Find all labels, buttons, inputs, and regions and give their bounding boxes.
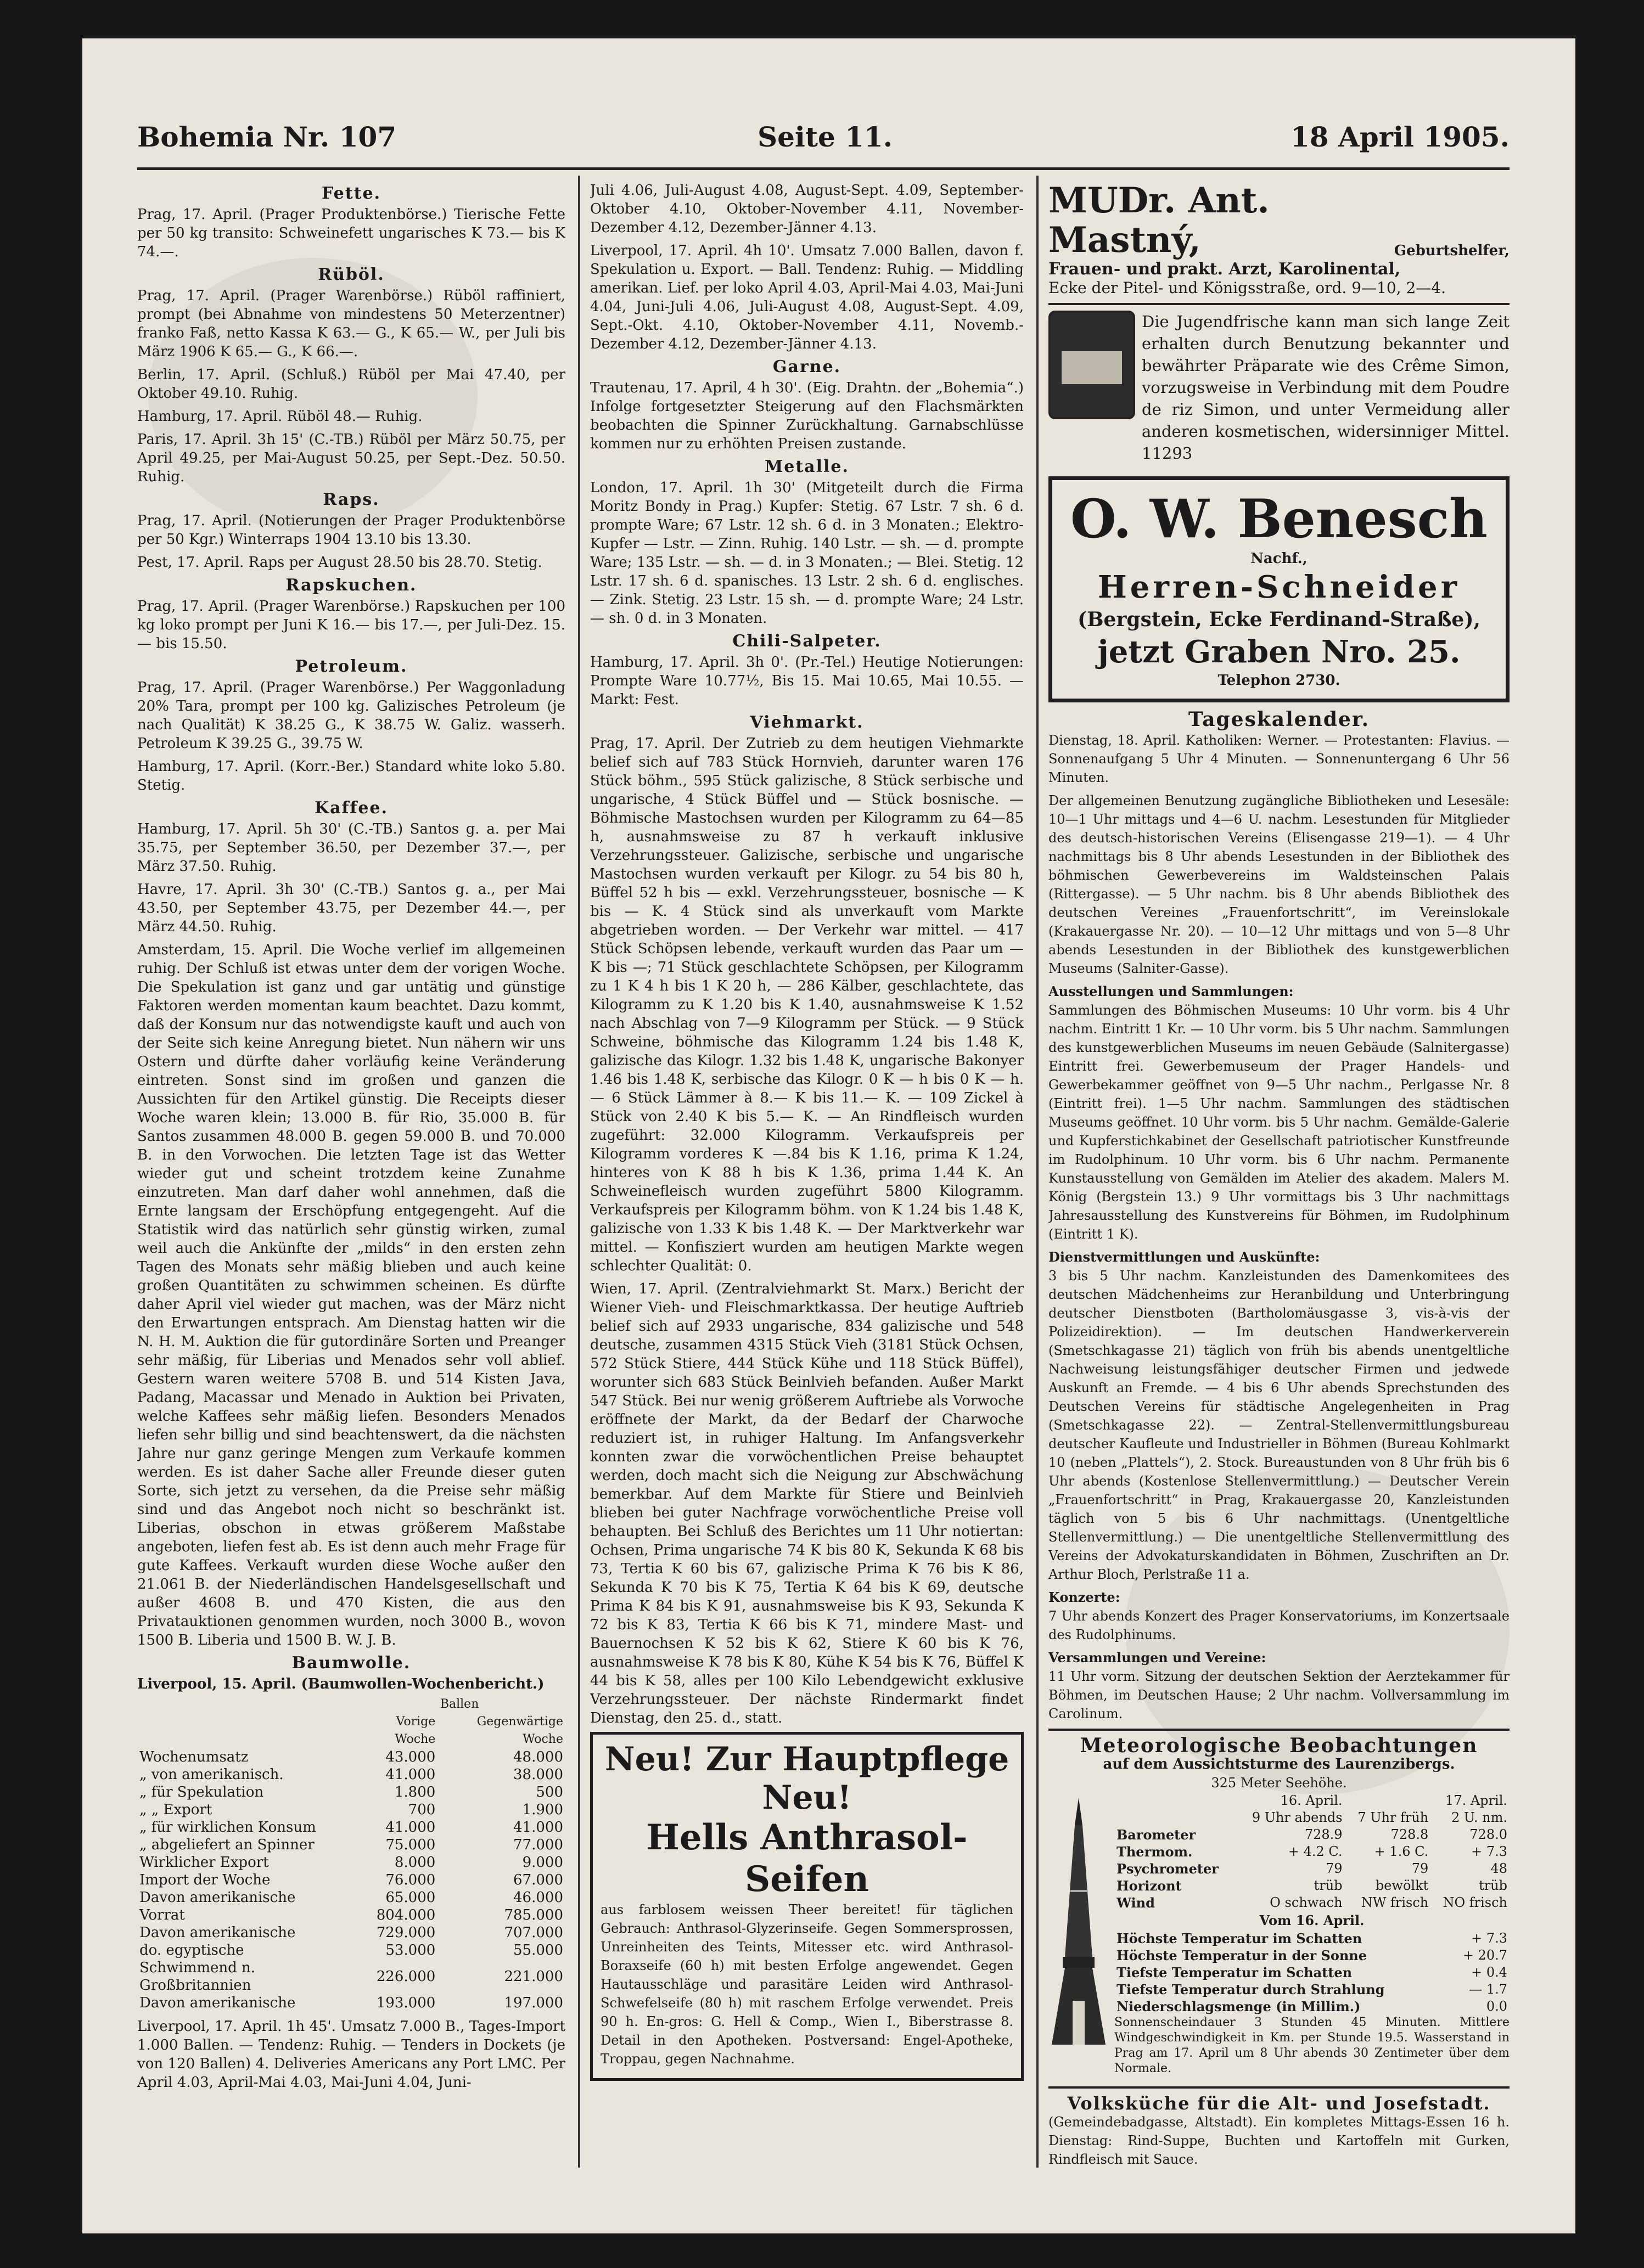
table-cell-label: Davon amerikanische	[139, 1995, 296, 2011]
table-row	[137, 1783, 565, 1801]
table-cell-value: 804.000	[376, 1907, 436, 1923]
table-cell-value: 197.000	[504, 1995, 563, 2011]
calendar-subheading: Ausstellungen und Sammlungen:	[1048, 983, 1294, 999]
calendar-entry: 3 bis 5 Uhr nachm. Kanzleistunden des Damenkomitees des deutschen Mädchenheims zur Heranbildung und Unterbringung deutscher Dienstboten (Bartholomäusgasse 3, vis-à-vis der Polizeidirektion). — Im deutschen Handwerkerverein (Smetschkagasse 21) täglich von früh bis abends unentgeltliche Nachweisung leistungsfähiger deutscher Firmen und jedwede Auskunft an Fremde. — 4 bis 6 Uhr abends Sprechstunden des Deutschen Vereins für städtische Angelegenheiten in Prag (Smetschkagasse 22). — Zentral-Stellenvermittlungsbureau deutscher Kaufleute und Industrieller in Böhmen (Bureau Kohlmarkt 10 (neben „Plattels“), 2. Stock. Bureaustunden von 8 Uhr früh bis 6 Uhr abends (Kostenlose Stellenvermittlung.) — Deutscher Verein „Frauenfortschritt“ in Prag, Krakauergasse 20, Kanzleistunden täglich von 5 bis 6 Uhr nachmittags. (Unentgeltliche Stellenvermittlung.) — Die unentgeltliche Stellenvermittlung des Vereins der Advokaturskandidaten in Böhmen, Zuschriften an Dr. Arthur Bloch, Perlstraße 11 a.	[1048, 1268, 1510, 1582]
table-row	[137, 1889, 565, 1906]
weather-value: 728.8	[1390, 1827, 1429, 1842]
column-rule-2	[1036, 176, 1039, 2168]
weather-value: 79	[1325, 1861, 1343, 1876]
table-row	[137, 1801, 565, 1819]
table-cell-value: 48.000	[513, 1749, 563, 1765]
section-heading: Rüböl.	[318, 265, 385, 284]
weather-value: NW frisch	[1361, 1895, 1429, 1910]
weather-value: O schwach	[1270, 1895, 1343, 1910]
column-markets-2	[590, 181, 1024, 2168]
table-cell-value: 41.000	[513, 1819, 563, 1836]
temperature-row	[1114, 1998, 1510, 2015]
table-row	[137, 1748, 565, 1766]
weather-date: 17. April.	[1445, 1793, 1507, 1808]
temperature-row	[1114, 1964, 1510, 1981]
calendar-subheading: Dienstvermittlungen und Auskünfte:	[1048, 1249, 1320, 1265]
table-row	[137, 1924, 565, 1941]
market-report: Amsterdam, 15. April. Die Woche verlief im allgemeinen ruhig. Der Schluß ist etwas unter dem der vorigen Woche. Die Spekulation ist ganz und gar untätig und günstige Faktoren werden momentan kaum beachtet. Dazu kommt, daß der Konsum nur das notwendigste kauft und auch von der Seite sich keine Anregung bietet. Nun nähern wir uns Ostern und dürfte daher vorläufig keine Veränderung eintreten. Sonst sind im großen und ganzen die Aussichten für den Artikel günstig. Die Receipts dieser Woche waren klein; 13.000 B. für Rio, 35.000 B. für Santos zusammen 48.000 B. gegen 59.000 B. und 70.000 B. in den Vorwochen. Die letzten Tage ist das Wetter wieder gut und scheint trotzdem keine Zunahme einzutreten. Man darf daher wohl annehmen, daß die Ernte langsam der Erschöpfung entgegengeht. Auf die Statistik wird das natürlich sehr günstig wirken, zumal weil auch die Ankünfte der „milds“ in den ersten zehn Tagen des Monats sehr mäßig blieben und auch keine großen Quantitäten zu schwimmen scheinen. Es dürfte daher April viel wieder gut machen, was der März nicht den Erwartungen entsprach. Am Dienstag hatten wir die N. H. M. Auktion die für gutordinäre Sorten und Preanger sehr mäßig, für Liberias und Menados sehr voll ablief. Gestern waren weitere 5708 B. und 514 Kisten Java, Padang, Macassar und Menado in Auktion bei Privaten, welche Kaffees sehr mäßig liefen. Besonders Menados liefen sehr billig und sind beachtenswert, da die nächsten Jahre nur ganz geringe Mengen zum Verkaufe kommen werden. Es ist daher Sache aller Freunde dieser guten Sorte, sich jetzt zu versehen, da die Preise sehr mäßig sind und das Angebot noch nicht so beschränkt ist. Liberias, obschon in etwas größerem Maßstabe angeboten, liefen fest ab. Es ist denn auch mehr Frage für gute Kaffees. Verkauft wurden diese Woche außer den 21.061 B. der Niederländischen Handelsgesellschaft und außer 4608 B. und 470 Kisten, die aus den Privatauktionen genommen wurden, noch 3000 B., wovon 1500 B. Liberia und 1500 B. W. J. B.	[137, 942, 565, 1648]
temperature-row	[1114, 1930, 1510, 1947]
market-report: Liverpool, 17. April. 4h 10'. Umsatz 7.000 Ballen, davon f. Spekulation u. Export. — Ball. Tendenz: Ruhig. — Middling amerikan. Lief. per loko April 4.03, April-Mai 4.03, Mai-Juni 4.04, Juni-Juli 4.06, Juli-August 4.08, August-Sept. 4.09, Sept.-Okt. 4.10, Oktober-November 4.11, Novemb.-Dezember 4.12, Dezember-Jänner 4.13.	[590, 243, 1024, 352]
weather-value: trüb	[1314, 1878, 1343, 1893]
market-report: Prag, 17. April. (Prager Warenbörse.) Rüböl raffiniert, prompt (bei Abnahme von mindestens 50 Meterzentner) franko Faß, netto Kassa K 63.— G., K 65.— W., per Juli bis März 1906 K 65.— G., K 66.—.	[137, 288, 565, 360]
weather-value: + 1.6 C.	[1374, 1844, 1429, 1859]
weather-label: Barometer	[1116, 1827, 1196, 1843]
tailor-suffix: Nachf.,	[1250, 550, 1308, 567]
table-cell-label: „ „ Export	[139, 1802, 212, 1818]
table-cell-label: Davon amerikanische	[139, 1924, 296, 1941]
table-cell-label: „ abgeliefert an Spinner	[139, 1837, 315, 1853]
table-cell-value: 1.800	[394, 1784, 436, 1800]
weather-elevation: 325 Meter Seehöhe.	[1211, 1775, 1347, 1791]
weather-time: 9 Uhr abends	[1252, 1810, 1343, 1825]
weather-value: 728.9	[1304, 1827, 1343, 1842]
market-report: Berlin, 17. April. (Schluß.) Rüböl per Mai 47.40, per Oktober 49.10. Ruhig.	[137, 367, 565, 402]
weather-date: 16. April.	[1280, 1793, 1343, 1808]
weather-note: Sonnenscheindauer 3 Stunden 45 Minuten. Mittlere Windgeschwindigkeit in Km. per Stunde 19.5. Wasserstand in Prag am 17. April um 8 Uhr abends 30 Zentimeter über dem Normale.	[1114, 2016, 1510, 2075]
calendar-entry: Der allgemeinen Benutzung zugängliche Bibliotheken und Lesesäle: 10—1 Uhr mittags und 4—6 U. nachm. Lesestunden für Mitglieder des deutsch-historischen Vereins (Elisengasse 219—1). — 4 Uhr nachmittags bis 8 Uhr abends Lesestunden in der Bibliothek des böhmischen Gewerbevereins im Waldsteinschen Palais (Rittergasse). — 5 Uhr nachm. bis 8 Uhr abends Bibliothek des deutschen Vereines „Frauenfortschritt“, im Vereinslokale (Krakauergasse Nr. 20). — 10—12 Uhr mittags und von 5—8 Uhr abends Lesestunden in der Bibliothek des kunstgewerblichen Museums (Salniter-Gasse).	[1048, 793, 1510, 976]
market-report: Prag, 17. April. (Prager Warenbörse.) Rapskuchen per 100 kg loko prompt per Juni K 16.— bis 17.—, per Juli-Dez. 15.— bis 15.50.	[137, 598, 565, 652]
table-cell-value: 77.000	[513, 1837, 563, 1853]
market-report: Havre, 17. April. 3h 30' (C.-TB.) Santos g. a., per Mai 43.50, per September 43.75, per Dezember 44.—, per März 44.50. Ruhig.	[137, 881, 565, 935]
tailor-advertisement	[1048, 476, 1510, 702]
weather-period: Vom 16. April.	[1259, 1912, 1365, 1928]
weather-value: 79	[1411, 1861, 1429, 1876]
soup-kitchen-menu: (Gemeindebadgasse, Altstadt). Ein kompletes Mittags-Essen 16 h. Dienstag: Rind-Suppe, Buchten und Kartoffeln mit Gurken, Rindfleisch mit Sauce.	[1048, 2114, 1510, 2167]
weather-value: bewölkt	[1375, 1878, 1429, 1893]
column-ads-calendar	[1048, 181, 1510, 2168]
market-report: Prag, 17. April. Der Zutrieb zu dem heutigen Viehmarkte belief sich auf 783 Stück Hornvieh, darunter waren 176 Stück böhm., 595 Stück galizische, 8 Stück serbische und ungarische, 4 Stück Büffel und — Stück bosnische. — Böhmische Mastochsen wurden per Kilogramm zu 64—85 h, ausnahmsweise zu 87 h verkauft inklusive Verzehrungssteuer. Galizische, serbische und ungarische Mastochsen wurden verkauft per Kilogr. zu 54 bis 80 h, Büffel 52 h bis — exkl. Verzehrungssteuer, bosnische — K bis — K. 4 Stück sind als unverkauft vom Markte abgetrieben worden. — Der Verkehr war mittel. — 417 Stück Schöpsen lebende, verkauft wurden das Paar um — K bis —; 71 Stück geschlachtete Schöpsen, per Kilogramm zu 1 K 4 h bis 1 K 20 h, — 286 Kälber, geschlachtete, das Kilogramm zu K 1.20 bis K 1.40, ausnahmsweise K 1.52 nach Abschlag von 7—9 Kilogramm per Stück. — 9 Stück Schweine, böhmische das Kilogramm 1.24 bis 1.48 K, galizische das Kilogr. 1.32 bis 1.48 K, ungarische Bakonyer 1.46 bis 1.48 K, serbische das Kilogr. 0 K — h bis 0 K — h. — 6 Stück Lämmer à 8.— K bis 11.— K. — 109 Zickel à Stück von 2.40 K bis 5.— K. — An Rindfleisch wurden zugeführt: 32.000 Kilogramm. Verkaufspreis per Kilogramm vorderes K —.84 bis K 1.16, prima K 1.24, hinteres von K 88 h bis K 1.36, prima 1.44 K. An Schweinefleisch wurden zugeführt 5800 Kilogramm. Verkaufspreis per Kilogramm böhm. von K 1.24 bis 1.48 K, galizische von 1.33 K bis 1.48 K. — Der Marktverkehr war mittel. — Konfisziert wurden am heutigen Markte wegen schlechter Qualität: 0.	[590, 735, 1024, 1274]
table-col-header: Gegenwärtige Woche	[476, 1715, 563, 1746]
calendar-subheading: Konzerte:	[1048, 1589, 1120, 1605]
table-cell-label: Wochenumsatz	[139, 1749, 249, 1765]
table-cell-label: „ von amerikanisch.	[139, 1766, 284, 1783]
market-report: Hamburg, 17. April. 5h 30' (C.-TB.) Santos g. a. per Mai 35.75, per September 36.50, per Dezember 37.—, per März 37.50. Ruhig.	[137, 821, 565, 875]
table-cell-label: „ für wirklichen Konsum	[139, 1819, 316, 1836]
calendar-entry: Dienstag, 18. April. Katholiken: Werner. — Protestanten: Flavius. — Sonnenaufgang 5 Uhr 4 Minuten. — Sonnenuntergang 6 Uhr 56 Minuten.	[1048, 733, 1510, 785]
weather-value: 728.0	[1469, 1827, 1507, 1842]
weather-value: + 4.2 C.	[1288, 1844, 1343, 1859]
table-row	[137, 1819, 565, 1836]
cotton-table	[137, 1696, 565, 2012]
market-report: Liverpool, 15. April. (Baumwollen-Wochenbericht.)	[137, 1676, 545, 1692]
weather-value: 48	[1490, 1861, 1507, 1876]
weather-row	[1114, 1894, 1510, 1911]
table-row	[137, 1941, 565, 1959]
table-cell-value: 46.000	[513, 1889, 563, 1906]
tailor-new-address: jetzt Graben Nro. 25.	[1097, 634, 1461, 670]
table-cell-value: 9.000	[522, 1854, 563, 1871]
table-cell-value: 76.000	[385, 1872, 436, 1888]
table-col-header: Vorige Woche	[395, 1715, 436, 1746]
table-cell-value: 65.000	[385, 1889, 436, 1906]
market-report: Hamburg, 17. April. Rüböl 48.— Ruhig.	[137, 408, 423, 425]
section-heading: Fette.	[322, 184, 381, 203]
soap-advertisement	[590, 1732, 1024, 2081]
table-row	[137, 1836, 565, 1854]
doctor-advertisement	[1048, 181, 1510, 297]
header-rule	[137, 167, 1510, 170]
table-cell-label: „ für Spekulation	[139, 1784, 264, 1800]
table-cell-value: 500	[536, 1784, 563, 1800]
market-report: Pest, 17. April. Raps per August 28.50 bis 28.70. Stetig.	[137, 554, 542, 571]
market-report: Liverpool, 17. April. 1h 45'. Umsatz 7.000 B., Tages-Import 1.000 Ballen. — Tendenz: Ruhig. — Tenders in Dockets (je von 120 Ballen) 4. Deliveries Americans any Port LMC. Per April 4.03, April-Mai 4.03, Mai-Juni 4.04, Juni-	[137, 2018, 565, 2091]
table-cell-value: 193.000	[376, 1995, 436, 2011]
weather-time: 7 Uhr früh	[1357, 1810, 1429, 1825]
table-cell-value: 785.000	[504, 1907, 563, 1923]
temperature-label: Tiefste Temperatur im Schatten	[1116, 1965, 1353, 1980]
weather-row	[1114, 1860, 1510, 1877]
table-cell-value: 53.000	[385, 1942, 436, 1959]
page-number: Seite 11.	[758, 121, 893, 153]
column-markets-1	[137, 181, 565, 2168]
issue-date: 18 April 1905.	[1290, 121, 1510, 153]
column-rule-1	[578, 176, 580, 2168]
cosmetics-advertisement	[1048, 311, 1510, 469]
market-report: Prag, 17. April. (Prager Warenbörse.) Per Waggonladung 20% Tara, prompt per 100 kg. Galizisches Petroleum (je nach Qualität) K 38.25 G., K 38.75 W. Galiz. wasserh. Petroleum K 39.25 G., 39.75 W.	[137, 679, 565, 752]
table-cell-value: 8.000	[394, 1854, 436, 1871]
table-cell-value: 38.000	[513, 1766, 563, 1783]
weather-heading: Meteorologische Beobachtungen	[1080, 1734, 1478, 1757]
doctor-address: Ecke der Pitel- und Königsstraße, ord. 9—10, 2—4.	[1048, 279, 1446, 297]
table-row	[137, 1906, 565, 1924]
section-divider	[1048, 2086, 1510, 2089]
ad-divider	[1048, 303, 1510, 305]
section-heading: Petroleum.	[295, 657, 408, 676]
calendar-subheading: Versammlungen und Vereine:	[1048, 1650, 1266, 1665]
doctor-name: MUDr. Ant. Mastný,	[1048, 181, 1270, 261]
market-report: Paris, 17. April. 3h 15' (C.-TB.) Rüböl per März 50.75, per April 49.25, per Mai-August 50.25, per Sept.-Dez. 50.50. Ruhig.	[137, 431, 565, 485]
weather-label: Wind	[1116, 1895, 1155, 1911]
table-row	[137, 1766, 565, 1783]
calendar-entry: 11 Uhr vorm. Sitzung der deutschen Sektion der Aerztekammer für Böhmen, im Deutschen Hause; 2 Uhr nachm. Vollversammlung im Carolinum.	[1048, 1669, 1510, 1721]
table-cell-value: 43.000	[385, 1749, 436, 1765]
table-cell-label: Davon amerikanische	[139, 1889, 296, 1906]
section-heading: Chili-Salpeter.	[732, 632, 882, 651]
table-row	[137, 1871, 565, 1889]
weather-row	[1114, 1843, 1510, 1860]
weather-label: Psychrometer	[1116, 1861, 1219, 1877]
section-heading: Rapskuchen.	[285, 576, 417, 595]
temperature-value: + 0.4	[1471, 1965, 1507, 1980]
section-heading: Kaffee.	[315, 798, 388, 818]
table-cell-label: Vorrat	[139, 1907, 185, 1923]
market-report: London, 17. April. 1h 30' (Mitgeteilt durch die Firma Moritz Bondy in Prag.) Kupfer: Stetig. 67 Lstr. 7 sh. 6 d. prompte Ware; 67 Lstr. 12 sh. 6 d. in 3 Monaten.; Elektro-Kupfer — Lstr. — Zinn. Ruhig. 140 Lstr. — sh. — d. prompte Ware; 135 Lstr. — sh. — d. in 3 Monaten.; — Blei. Stetig. 12 Lstr. 17 sh. 6 d. spanisches. 13 Lstr. 2 sh. 6 d. englisches. — Zink. Stetig. 23 Lstr. 15 sh. — d. prompte Ware; 24 Lstr. — sh. 0 d. in 3 Monaten.	[590, 480, 1024, 627]
weather-block	[1048, 1792, 1510, 2081]
market-report: Hamburg, 17. April. (Korr.-Ber.) Standard white loko 5.80. Stetig.	[137, 758, 565, 793]
temperature-value: — 1.7	[1469, 1982, 1507, 1997]
weather-row	[1114, 1877, 1510, 1894]
table-row	[137, 1994, 565, 2012]
section-heading: Viehmarkt.	[750, 713, 864, 732]
temperature-row	[1114, 1981, 1510, 1998]
temperature-label: Niederschlagsmenge (in Millim.)	[1116, 1999, 1361, 2014]
market-report: Trautenau, 17. April, 4 h 30'. (Eig. Drahtn. der „Bohemia“.) Infolge fortgesetzter Steigerung auf den Flachsmärkten beobachten die Spinner Zurückhaltung. Garnabschlüsse kommen nur zu erhöhten Preisen zustande.	[590, 380, 1024, 452]
section-heading: Metalle.	[765, 457, 849, 476]
weather-value: NO frisch	[1443, 1895, 1507, 1910]
table-cell-label: Schwimmend n. Großbritannien	[139, 1960, 256, 1994]
market-report: Juli 4.06, Juli-August 4.08, August-Sept. 4.09, September-Oktober 4.10, Oktober-November 4.11, November-Dezember 4.12, Dezember-Jänner 4.13.	[590, 182, 1024, 236]
weather-time: 2 U. nm.	[1451, 1810, 1507, 1825]
weather-table	[1114, 1792, 1510, 1911]
section-divider	[1048, 1729, 1510, 1731]
ad-text: aus farblosem weissen Theer bereitet! für täglichen Gebrauch: Anthrasol-Glyzerinseife. Gegen Sommersprossen, Unreinheiten des Teints, Mitesser etc. wird Anthrasol-Boraxseife (60 h) mit besten Erfolge angewendet. Gegen Hautausschläge und parasitäre Leiden wird Anthrasol-Schwefelseife (80 h) mit raschem Erfolge verwendet. Preis 90 h. En-gros: G. Hell & Comp., Wien I., Biberstrasse 8. Detail in den Apotheken. Postversand: Engel-Apotheke, Troppau, gegen Nachnahme.	[601, 1902, 1013, 2067]
page-header	[137, 121, 1510, 165]
calendar-entry: Sammlungen des Böhmischen Museums: 10 Uhr vorm. bis 4 Uhr nachm. Eintritt 1 Kr. — 10 Uhr vorm. bis 5 Uhr nachm. Sammlungen des kunstgewerblichen Museums im neuen Gebäude (Salnitergasse) Eintritt frei. Gewerbemuseum der Prager Handels- und Gewerbekammer geöffnet von 9—5 Uhr nachm., Perlgasse Nr. 8 (Eintritt frei). 1—5 Uhr nachm. Sammlungen des städtischen Museums geöffnet. 10 Uhr vorm. bis 5 Uhr nachm. Gemälde-Galerie und Kupferstichkabinet der Gesellschaft patriotischer Kunstfreunde im Rudolphinum. 10 Uhr vorm. bis 6 Uhr nachm. Permanente Kunstausstellung von Gemälden im Atelier des akadem. Malers M. König (Bergstein 13.) 9 Uhr vormittags bis 3 Uhr nachmittags Jahresausstellung des Kunstvereins für Böhmen, im Rudolphinum (Eintritt 1 K).	[1048, 1003, 1510, 1242]
temperature-table	[1114, 1930, 1510, 2015]
soup-kitchen-heading: Volksküche für die Alt- und Josefstadt.	[1067, 2093, 1491, 2114]
weather-label: Thermom.	[1116, 1844, 1193, 1860]
table-cell-label: do. egyptische	[139, 1942, 244, 1959]
table-cell-value: 729.000	[376, 1924, 436, 1941]
weather-row	[1114, 1826, 1510, 1843]
table-cell-value: 41.000	[385, 1766, 436, 1783]
temperature-value: + 20.7	[1462, 1948, 1507, 1963]
doctor-title: Geburtshelfer,	[1394, 243, 1510, 259]
table-cell-value: 67.000	[513, 1872, 563, 1888]
section-heading: Garne.	[772, 357, 841, 376]
weather-location: auf dem Aussichtsturme des Laurenzibergs.	[1103, 1756, 1455, 1772]
observation-tower-image	[1048, 1792, 1109, 2050]
market-report: Hamburg, 17. April. 3h 0'. (Pr.-Tel.) Heutige Notierungen: Prompte Ware 10.77½, Bis 15. Mai 10.65, Mai 10.55. — Markt: Fest.	[590, 654, 1024, 708]
table-cell-value: 221.000	[504, 1968, 563, 1985]
market-report: Prag, 17. April. (Notierungen der Prager Produktenbörse per 50 Kgr.) Winterraps 1904 13.10 bis 13.30.	[137, 513, 565, 548]
table-row	[137, 1959, 565, 1994]
section-heading: Raps.	[323, 490, 380, 509]
table-cell-value: 1.900	[522, 1802, 563, 1818]
temperature-label: Höchste Temperatur in der Sonne	[1116, 1948, 1367, 1963]
temperature-label: Tiefste Temperatur durch Strahlung	[1116, 1982, 1385, 1997]
ad-text: Die Jugendfrische kann man sich lange Zeit erhalten durch Benutzung bekannter und bewährter Präparate wie des Crême Simon, vorzugsweise in Verbindung mit dem Poudre de riz Simon, und unter Vermeidung aller anderen kosmetischen, widersinniger Mittel. 11293	[1142, 312, 1510, 463]
calendar-heading: Tageskalender.	[1188, 708, 1370, 731]
newspaper-page	[82, 38, 1575, 2233]
table-unit: Ballen	[440, 1697, 479, 1711]
cream-jar-image	[1048, 311, 1135, 419]
doctor-specialty: Frauen- und prakt. Arzt, Karolinental,	[1048, 260, 1401, 279]
table-cell-label: Import der Woche	[139, 1872, 271, 1888]
temperature-row	[1114, 1947, 1510, 1964]
calendar-entry: 7 Uhr abends Konzert des Prager Konservatoriums, im Konzertsaale des Rudolphinums.	[1048, 1608, 1510, 1642]
table-cell-value: 707.000	[504, 1924, 563, 1941]
table-cell-value: 75.000	[385, 1837, 436, 1853]
tailor-trade: Herren-Schneider	[1097, 569, 1461, 605]
temperature-value: 0.0	[1486, 1999, 1507, 2014]
issue-number: Bohemia Nr. 107	[137, 121, 397, 153]
tailor-name: O. W. Benesch	[1070, 488, 1488, 550]
weather-value: trüb	[1479, 1878, 1507, 1893]
table-cell-value: 700	[408, 1802, 436, 1818]
table-cell-value: 41.000	[385, 1819, 436, 1836]
ad-brand: Hells Anthrasol-Seifen	[646, 1817, 968, 1900]
ad-headline: Neu! Zur Hauptpflege Neu!	[604, 1740, 1009, 1817]
table-cell-value: 55.000	[513, 1942, 563, 1959]
weather-label: Horizont	[1116, 1878, 1182, 1894]
tailor-old-address: (Bergstein, Ecke Ferdinand-Straße),	[1078, 608, 1480, 631]
section-heading: Baumwolle.	[291, 1653, 411, 1673]
table-row	[137, 1854, 565, 1871]
temperature-label: Höchste Temperatur im Schatten	[1116, 1931, 1362, 1946]
temperature-value: + 7.3	[1471, 1931, 1507, 1946]
table-cell-value: 226.000	[376, 1968, 436, 1985]
market-report: Prag, 17. April. (Prager Produktenbörse.) Tierische Fette per 50 kg transito: Schweinefett ungarisches K 73.— bis K 74.—.	[137, 206, 565, 260]
market-report: Wien, 17. April. (Zentralviehmarkt St. Marx.) Bericht der Wiener Vieh- und Fleischmarktkassa. Der heutige Auftrieb belief sich auf 2933 ungarische, 834 galizische und 548 deutsche, zusammen 4315 Stück Vieh (3181 Stück Ochsen, 572 Stück Stiere, 444 Stück Kühe und 118 Stück Büffel), worunter sich 683 Stück Beinlvieh befanden. Außer Markt 547 Stück. Bei nur wenig größerem Auftriebe als Vorwoche eröffnete der Markt, da der Bedarf der Charwoche reduziert ist, in ruhiger Haltung. Im Anfangsverkehr konnten zwar die vorwöchentlichen Preise behauptet werden, doch macht sich die Neigung zur Abschwächung bemerkbar. Auf dem Markte für Stiere und Beinlvieh blieben bei guter Nachfrage vorwöchentliche Preise voll behaupten. Bei Schluß des Berichtes um 11 Uhr notiertan: Ochsen, Prima ungarische 74 K bis 80 K, Sekunda K 68 bis 73, Tertia K 60 bis 67, galizische Prima K 76 bis K 86, Sekunda K 70 bis K 75, Tertia K 64 bis K 69, deutsche Prima K 84 bis K 91, ausnahmsweise bis K 93, Sekunda K 72 bis K 83, Tertia K 66 bis K 71, mindere Mast- und Bauernochsen K 52 bis K 62, Stiere K 60 bis K 76, ausnahmsweise K 78 bis K 80, Kühe K 54 bis K 76, Büffel K 44 bis K 58, alles per 100 Kilo Lebendgewicht exklusive Verzehrungssteuer. Der nächste Rindermarkt findet Dienstag, den 25. d., statt.	[590, 1281, 1024, 1726]
weather-value: + 7.3	[1471, 1844, 1507, 1859]
table-cell-label: Wirklicher Export	[139, 1854, 269, 1871]
tailor-phone: Telephon 2730.	[1217, 672, 1340, 689]
